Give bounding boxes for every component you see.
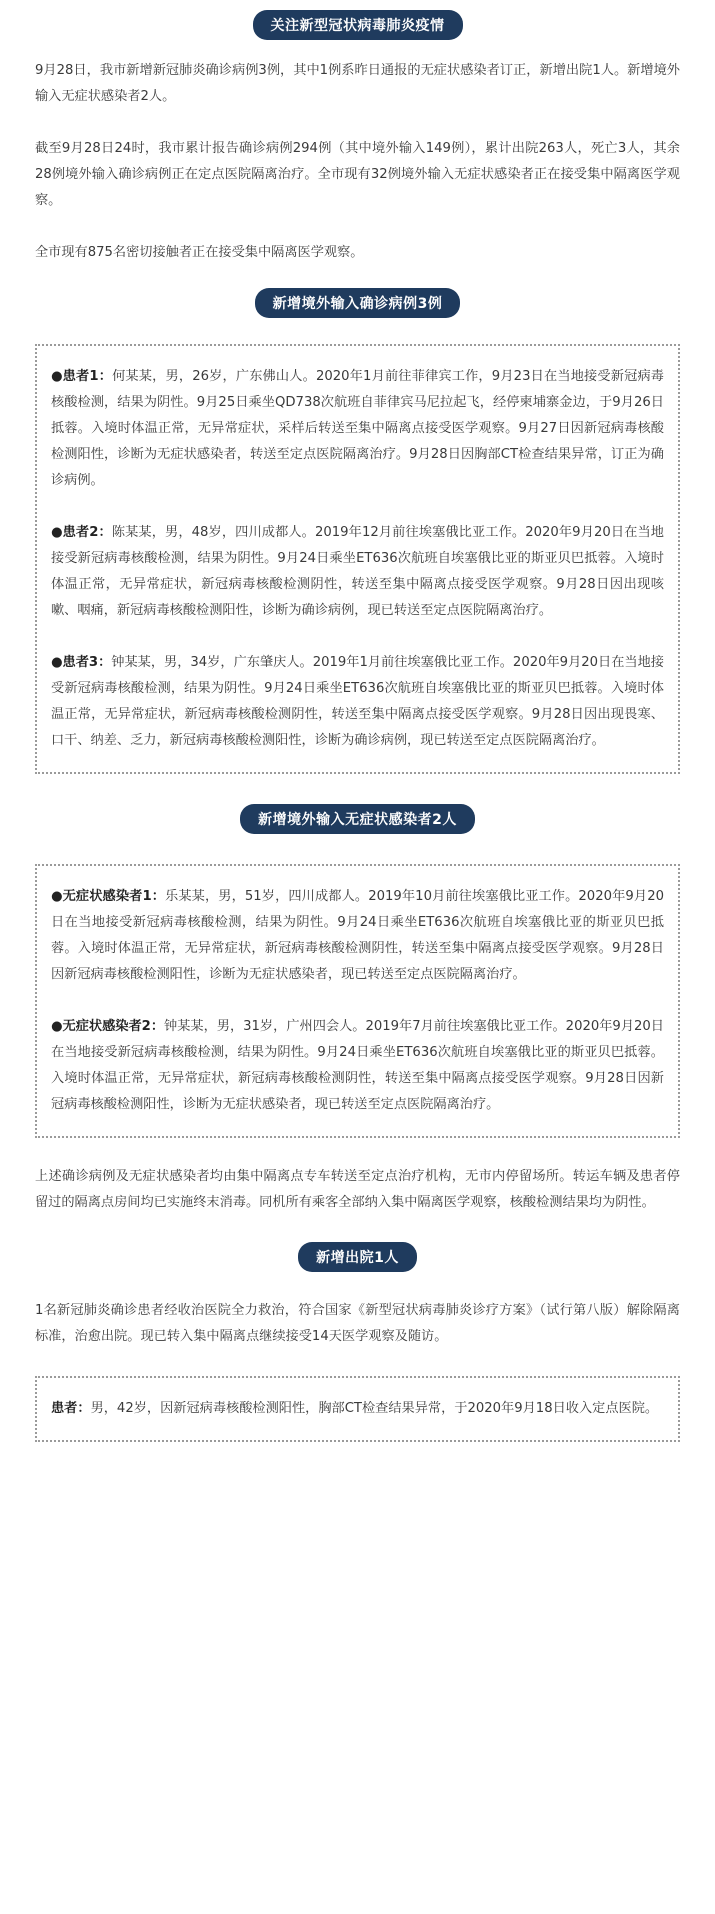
paragraph-close-contacts: 全市现有875名密切接触者正在接受集中隔离医学观察。	[35, 245, 364, 260]
case-text: 乐某某，男，51岁，四川成都人。2019年10月前往埃塞俄比亚工作。2020年9月20日在当地接受新冠病毒核酸检测，结果为阴性。9月24日乘坐ET636次航班自埃塞俄比亚的斯亚贝巴抵蓉。入境时体温正常，无异常症状，新冠病毒核酸检测阴性，转送至集中隔离点接受医学观察。9月28日因新冠病毒核酸检测阳性，诊断为无症状感染者，现已转送至定点医院隔离治疗。	[51, 889, 664, 982]
case-label: ●患者1：	[51, 369, 113, 384]
section-title-asymptomatic: 新增境外输入无症状感染者2人	[240, 804, 475, 834]
paragraph-cumulative: 截至9月28日24时，我市累计报告确诊病例294例（其中境外输入149例），累计出院263人，死亡3人，其余28例境外输入确诊病例正在定点医院隔离治疗。全市现有32例境外输入无症状感染者正在接受集中隔离医学观察。	[35, 141, 680, 208]
case-text: 男，42岁，因新冠病毒核酸检测阳性，胸部CT检查结果异常，于2020年9月18日收入定点医院。	[90, 1401, 659, 1416]
discharged-case-box	[35, 1376, 680, 1442]
case-entry	[51, 1014, 664, 1118]
case-entry	[51, 884, 664, 988]
section-title-discharged: 新增出院1人	[298, 1242, 417, 1272]
case-entry	[51, 364, 664, 494]
asymptomatic-cases-box	[35, 864, 680, 1138]
case-label: 患者：	[51, 1401, 91, 1416]
case-label: ●患者3：	[51, 655, 112, 670]
case-label: ●患者2：	[51, 525, 112, 540]
case-label: ●无症状感染者2：	[51, 1019, 165, 1034]
case-entry	[51, 520, 664, 624]
case-entry	[51, 1396, 664, 1422]
case-text: 钟某某，男，31岁，广州四会人。2019年7月前往埃塞俄比亚工作。2020年9月20日在当地接受新冠病毒核酸检测，结果为阴性。9月24日乘坐ET636次航班自埃塞俄比亚的斯亚贝巴抵蓉。入境时体温正常，无异常症状，新冠病毒核酸检测阴性，转送至集中隔离点接受医学观察。9月28日因新冠病毒核酸检测阳性，诊断为无症状感染者，现已转送至定点医院隔离治疗。	[51, 1019, 664, 1112]
paragraph-discharge: 1名新冠肺炎确诊患者经收治医院全力救治，符合国家《新型冠状病毒肺炎诊疗方案》（试行第八版）解除隔离标准，治愈出院。现已转入集中隔离点继续接受14天医学观察及随访。	[35, 1303, 680, 1344]
case-label: ●无症状感染者1：	[51, 889, 166, 904]
paragraph-transfer-note: 上述确诊病例及无症状感染者均由集中隔离点专车转送至定点治疗机构，无市内停留场所。转运车辆及患者停留过的隔离点房间均已实施终末消毒。同机所有乘客全部纳入集中隔离医学观察，核酸检测结果均为阴性。	[35, 1169, 680, 1210]
case-entry	[51, 650, 664, 754]
confirmed-cases-box	[35, 344, 680, 774]
section-title-outbreak: 关注新型冠状病毒肺炎疫情	[253, 10, 463, 40]
case-text: 何某某，男，26岁，广东佛山人。2020年1月前往菲律宾工作，9月23日在当地接受新冠病毒核酸检测，结果为阴性。9月25日乘坐QD738次航班自菲律宾马尼拉起飞，经停柬埔寨金边，于9月26日抵蓉。入境时体温正常，无异常症状，采样后转送至集中隔离点接受医学观察。9月27日因新冠病毒核酸检测阳性，诊断为无症状感染者，转送至定点医院隔离治疗。9月28日因胸部CT检查结果异常，订正为确诊病例。	[51, 369, 664, 488]
paragraph-daily-summary: 9月28日，我市新增新冠肺炎确诊病例3例，其中1例系昨日通报的无症状感染者订正，新增出院1人。新增境外输入无症状感染者2人。	[35, 63, 680, 104]
case-text: 钟某某，男，34岁，广东肇庆人。2019年1月前往埃塞俄比亚工作。2020年9月20日在当地接受新冠病毒核酸检测，结果为阴性。9月24日乘坐ET636次航班自埃塞俄比亚的斯亚贝巴抵蓉。入境时体温正常，无异常症状，新冠病毒核酸检测阴性，转送至集中隔离点接受医学观察。9月28日因出现畏寒、口干、纳差、乏力，新冠病毒核酸检测阳性，诊断为确诊病例，现已转送至定点医院隔离治疗。	[51, 655, 664, 748]
section-title-confirmed-cases: 新增境外输入确诊病例3例	[255, 288, 461, 318]
case-text: 陈某某，男，48岁，四川成都人。2019年12月前往埃塞俄比亚工作。2020年9月20日在当地接受新冠病毒核酸检测，结果为阴性。9月24日乘坐ET636次航班自埃塞俄比亚的斯亚贝巴抵蓉。入境时体温正常，无异常症状，新冠病毒核酸检测阴性，转送至集中隔离点接受医学观察。9月28日因出现咳嗽、咽痛，新冠病毒核酸检测阳性，诊断为确诊病例，现已转送至定点医院隔离治疗。	[51, 525, 664, 618]
